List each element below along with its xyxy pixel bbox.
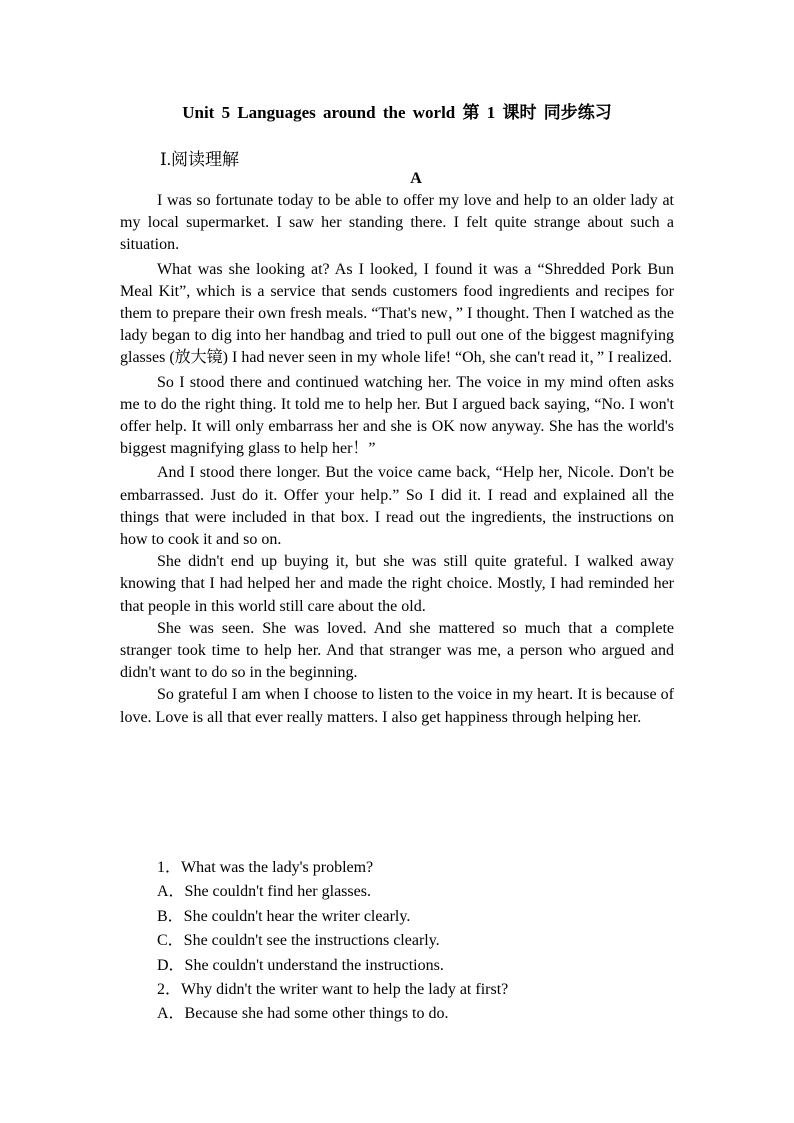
passage-label: A: [410, 170, 422, 187]
paragraph: And I stood there longer. But the voice came back, “Help her, Nicole. Don't be embarrassed. Just do it. Offer your help.” So I did it. I read and explained all the things that were included in that box. I read out the ingredients, the instructions on how to cook it and so on.: [120, 464, 674, 549]
paragraph: I was so fortunate today to be able to offer my love and help to an older lady at my local supermarket. I saw her standing there. I felt quite strange about such a situation.: [120, 192, 674, 254]
question-stem: 2．Why didn't the writer want to help the lady at first?: [157, 981, 509, 999]
paragraph: What was she looking at? As I looked, I found it was a “Shredded Pork Bun Meal Kit”, which is a service that sends customers food ingredients and recipes for them to prepare their own fresh meals. “That's new，” I thought. Then I watched as the lady began to dig into her handbag and tried to pull out one of the biggest magnifying glasses (放大镜) I had never seen in my whole life! “Oh, she can't read it，” I realized.: [120, 260, 674, 367]
answer-option: B．She couldn't hear the writer clearly.: [157, 907, 411, 925]
question-list: [157, 856, 677, 1027]
reading-passage: [120, 190, 674, 729]
paragraph: She didn't end up buying it, but she was still quite grateful. I walked away knowing that I had helped her and made the right choice. Mostly, I had reminded her that people in this world still care about the old.: [120, 553, 674, 615]
answer-option: C．She couldn't see the instructions clearly.: [157, 932, 440, 950]
answer-option: A．Because she had some other things to do.: [157, 1005, 449, 1023]
question-stem: 1．What was the lady's problem?: [157, 859, 374, 876]
document-title: Unit 5 Languages around the world 第 1 课时 同步练习: [182, 103, 612, 122]
section-heading: Ⅰ.阅读理解: [160, 150, 239, 169]
answer-option: A．She couldn't find her glasses.: [157, 883, 371, 901]
answer-option: D．She couldn't understand the instructions.: [157, 956, 444, 974]
paragraph: So grateful I am when I choose to listen to the voice in my heart. It is because of love. Love is all that ever really matters. I also get happiness through helping her.: [120, 686, 674, 726]
paragraph: So I stood there and continued watching her. The voice in my mind often asks me to do the right thing. It told me to help her. But I argued back saying, “No. I won't offer help. It will only embarrass her and she is OK now anyway. She has the world's biggest magnifying glass to help her！”: [120, 373, 674, 458]
paragraph: She was seen. She was loved. And she mattered so much that a complete stranger took time to help her. And that stranger was me, a person who argued and didn't want to do so in the beginning.: [120, 619, 674, 682]
